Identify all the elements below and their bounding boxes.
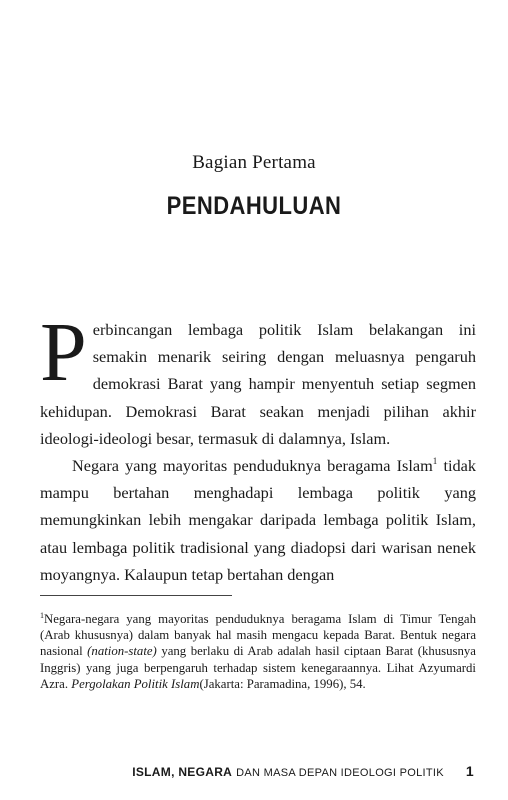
footnote-divider [40, 595, 232, 596]
footnote-italic-term: (nation-state) [87, 644, 157, 659]
paragraph-1 [40, 306, 476, 452]
chapter-title: PENDAHULUAN [166, 192, 342, 220]
footnote-citation: (Jakarta: Paramadina, 1996), 54. [199, 676, 366, 691]
footnote [40, 611, 476, 692]
footnote-book-title: Pergolakan Politik Islam [71, 676, 200, 691]
running-footer [132, 763, 474, 779]
footer-title-bold: ISLAM, NEGARA [132, 765, 233, 779]
paragraph-2-text-end: tidak mampu bertahan menghadapi lembaga politik yang memungkinkan lebih mengakar daripada lembaga politik Islam, atau lembaga politik tradisional yang diadopsi dari warisan nenek moyangnya. Kalaupun tetap bertahan dengan [40, 456, 477, 584]
part-heading: Bagian Pertama [192, 152, 316, 173]
footer-title-rest: DAN MASA DEPAN IDEOLOGI POLITIK [236, 767, 444, 779]
page-number: 1 [465, 763, 474, 779]
paragraph-1-text: erbincangan lembaga politik Islam belakangan ini semakin menarik seiring dengan meluasnya pengaruh demokrasi Barat yang hampir menyentuh setiap segmen kehidupan. Demokrasi Barat seakan menjadi pilihan akhir ideologi-ideologi besar, termasuk di dalamnya, Islam. [40, 320, 476, 448]
footnote-text: Negara-negara yang mayoritas penduduknya beragama Islam di Timur Tengah (Arab khususnya) dalam banyak hal masih mengacu kepada Barat. Bentuk negara nasional [40, 612, 476, 659]
body-text [40, 306, 477, 588]
drop-cap: P [40, 306, 87, 399]
paragraph-2-text-start: Negara yang mayoritas penduduknya beragama Islam [72, 456, 433, 476]
footnote-reference[interactable]: 1 [432, 456, 438, 467]
paragraph-2 [40, 452, 476, 588]
footnote-text-2: yang berlaku di Arab adalah hasil ciptaan Barat (khususnya Inggris) yang juga berpengaruh terhadap sistem kenegaraannya. Lihat Azyumardi Azra. [40, 644, 476, 691]
footnote-mark: 1 [40, 611, 44, 620]
